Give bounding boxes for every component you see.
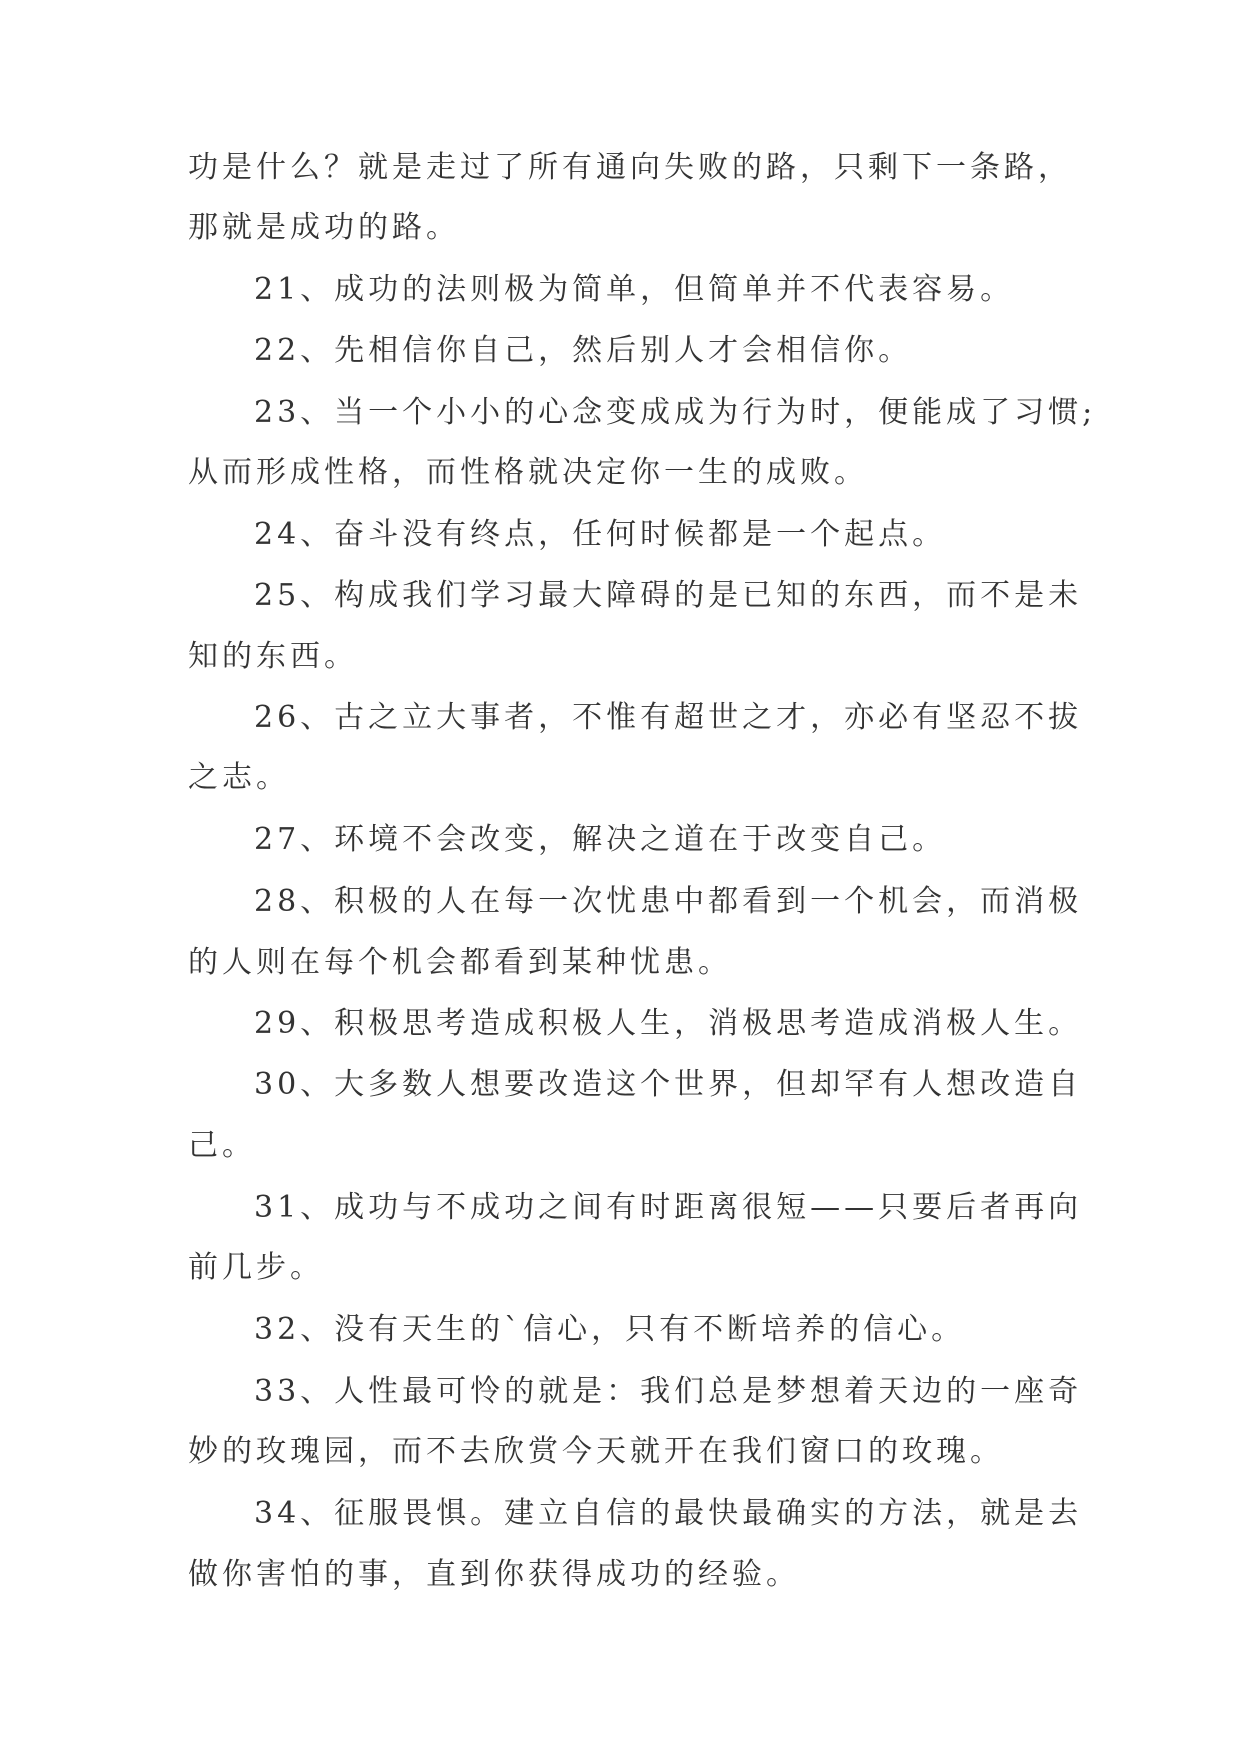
text-line: 知的东西。 bbox=[188, 639, 358, 674]
text-line: 30、大多数人想要改造这个世界，但却罕有人想改造自 bbox=[254, 1067, 1083, 1102]
text-line: 24、奋斗没有终点，任何时候都是一个起点。 bbox=[254, 517, 947, 552]
text-line: 25、构成我们学习最大障碍的是已知的东西，而不是未 bbox=[254, 578, 1083, 613]
text-line: 功是什么？就是走过了所有通向失败的路，只剩下一条路， bbox=[188, 150, 1072, 185]
text-line: 23、当一个小小的心念变成成为行为时，便能成了习惯; bbox=[254, 395, 1097, 430]
text-line: 之志。 bbox=[188, 760, 290, 795]
text-line: 妙的玫瑰园，而不去欣赏今天就开在我们窗口的玫瑰。 bbox=[188, 1434, 1004, 1469]
text-line: 28、积极的人在每一次忧患中都看到一个机会，而消极 bbox=[254, 884, 1083, 919]
text-line: 从而形成性格，而性格就决定你一生的成败。 bbox=[188, 455, 868, 490]
text-line: 32、没有天生的`信心，只有不断培养的信心。 bbox=[254, 1312, 966, 1347]
text-line: 那就是成功的路。 bbox=[188, 210, 460, 245]
text-line: 的人则在每个机会都看到某种忧患。 bbox=[188, 945, 732, 980]
text-line: 22、先相信你自己，然后别人才会相信你。 bbox=[254, 333, 913, 368]
text-line: 31、成功与不成功之间有时距离很短——只要后者再向 bbox=[254, 1190, 1083, 1225]
text-line: 26、古之立大事者，不惟有超世之才，亦必有坚忍不拔 bbox=[254, 700, 1083, 735]
text-line: 33、人性最可怜的就是：我们总是梦想着天边的一座奇 bbox=[254, 1374, 1083, 1409]
text-line: 做你害怕的事，直到你获得成功的经验。 bbox=[188, 1557, 800, 1592]
text-line: 21、成功的法则极为简单，但简单并不代表容易。 bbox=[254, 272, 1015, 307]
text-line: 27、环境不会改变，解决之道在于改变自己。 bbox=[254, 822, 947, 857]
text-line: 己。 bbox=[188, 1128, 256, 1163]
text-line: 29、积极思考造成积极人生，消极思考造成消极人生。 bbox=[254, 1006, 1083, 1041]
text-line: 前几步。 bbox=[188, 1250, 324, 1285]
text-line: 34、征服畏惧。建立自信的最快最确实的方法，就是去 bbox=[254, 1496, 1083, 1531]
